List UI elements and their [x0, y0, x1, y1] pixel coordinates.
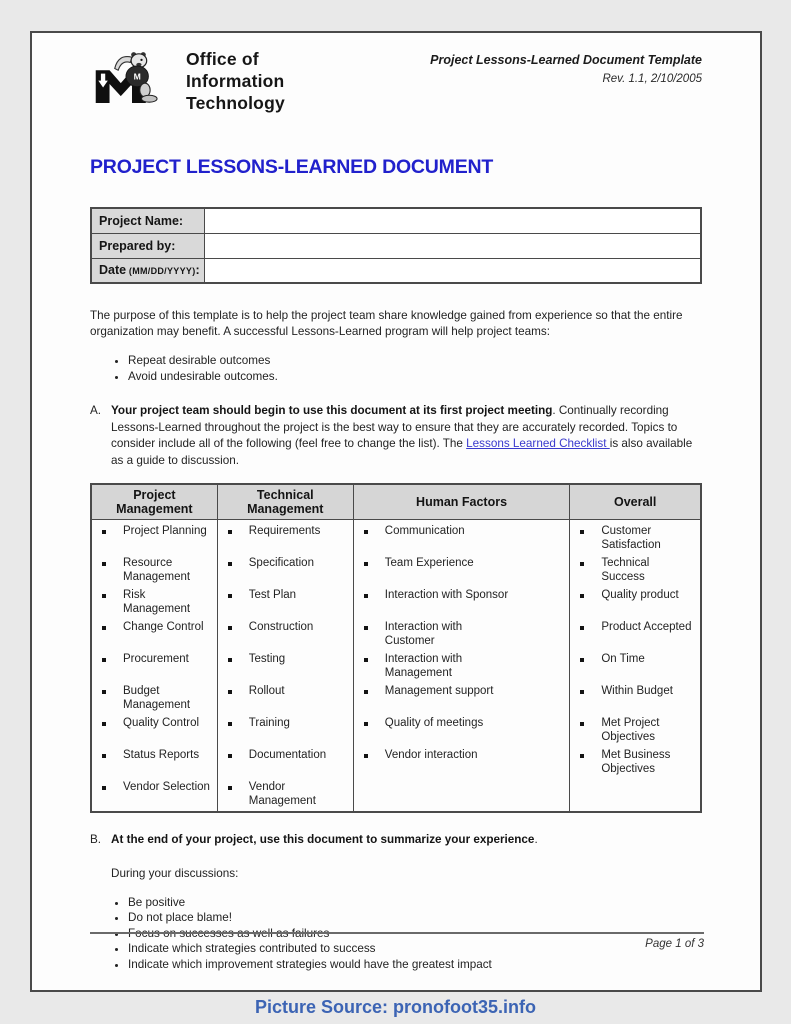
svg-text:M: M [133, 71, 141, 82]
topics-row [91, 651, 701, 683]
topics-cell [91, 715, 217, 747]
square-bullet-icon [102, 562, 106, 566]
square-bullet-icon [102, 786, 106, 790]
topic-item-label: Interaction with Customer [384, 621, 463, 647]
topic-item-label: Budget Management [123, 685, 191, 711]
square-bullet-icon [580, 562, 584, 566]
topic-item-label: Team Experience [384, 557, 474, 569]
topic-item-label: Within Budget [601, 685, 673, 697]
topics-cell [570, 520, 701, 556]
topic-item-label: Risk Management [123, 589, 191, 615]
org-name-line: Technology [186, 93, 285, 113]
topic-item [578, 717, 698, 744]
topic-item-label: Documentation [248, 749, 327, 761]
square-bullet-icon [228, 690, 232, 694]
topics-row [91, 779, 701, 812]
square-bullet-icon [102, 530, 106, 534]
topics-table-body [91, 520, 701, 813]
topic-item [226, 717, 351, 731]
section-a-lead: Your project team should begin to use this document at its first project meeting [111, 404, 553, 417]
topics-cell [570, 651, 701, 683]
topics-cell [353, 747, 570, 779]
topics-cell [91, 587, 217, 619]
topics-cell [217, 747, 353, 779]
picture-source-caption: Picture Source: pronofoot35.info [254, 997, 536, 1017]
topic-item [578, 685, 698, 699]
topic-item [578, 749, 698, 776]
topic-item-label: Quality Control [123, 717, 200, 729]
topics-cell [217, 619, 353, 651]
square-bullet-icon [580, 530, 584, 534]
topic-item-label: Communication [384, 525, 465, 537]
topic-item [362, 589, 568, 603]
org-name-line: Office of [186, 49, 259, 69]
square-bullet-icon [580, 594, 584, 598]
section-b-text [111, 832, 702, 849]
topics-header-row [91, 484, 701, 520]
topic-item [362, 717, 568, 731]
square-bullet-icon [228, 626, 232, 630]
topic-item-label: Status Reports [123, 749, 200, 761]
topics-cell [570, 555, 701, 587]
bullet-item: • Indicate which improvement strategies would have the greatest impact [128, 957, 702, 973]
topics-row [91, 715, 701, 747]
square-bullet-icon [228, 562, 232, 566]
info-row [91, 258, 701, 283]
topics-cell [353, 587, 570, 619]
topic-item [578, 557, 698, 584]
footer-divider [90, 932, 704, 934]
topics-cell [91, 520, 217, 556]
purpose-bullet-list [90, 353, 702, 384]
project-info-table [90, 207, 702, 284]
topic-item-label: Change Control [123, 621, 204, 633]
square-bullet-icon [580, 690, 584, 694]
topics-row [91, 683, 701, 715]
topic-item-label: Customer Satisfaction [601, 525, 661, 551]
square-bullet-icon [364, 594, 368, 598]
square-bullet-icon [228, 754, 232, 758]
umn-block-m-goldy-gopher-logo [94, 49, 170, 107]
square-bullet-icon [364, 562, 368, 566]
square-bullet-icon [102, 658, 106, 662]
square-bullet-icon [580, 754, 584, 758]
square-bullet-icon [102, 626, 106, 630]
square-bullet-icon [102, 594, 106, 598]
info-row-label: Prepared by: [91, 233, 204, 258]
square-bullet-icon [102, 690, 106, 694]
topic-item [578, 653, 698, 667]
topics-cell [353, 619, 570, 651]
square-bullet-icon [228, 594, 232, 598]
section-a-body: . Continually recording Lessons-Learned throughout the project is the best way to ensure that they are accurately recorded. Topics to consider include all of the following (feel free to change the list). The [111, 404, 678, 450]
template-title: Project Lessons-Learned Document Template [430, 53, 702, 67]
page-number: Page 1 of 3 [645, 938, 704, 950]
topic-item-label: Met Business Objectives [601, 749, 671, 775]
topic-item [362, 557, 568, 571]
square-bullet-icon [580, 722, 584, 726]
topic-item-label: Resource Management [123, 557, 191, 583]
topic-item [100, 621, 215, 635]
square-bullet-icon [364, 530, 368, 534]
topic-item [226, 781, 351, 808]
square-bullet-icon [364, 754, 368, 758]
revision-label: Rev. 1.1, 2/10/2005 [602, 73, 702, 85]
square-bullet-icon [364, 690, 368, 694]
section-b-lead: At the end of your project, use this document to summarize your experience [111, 833, 535, 846]
topics-cell [570, 747, 701, 779]
info-row [91, 233, 701, 258]
square-bullet-icon [364, 722, 368, 726]
topic-item [100, 685, 215, 712]
bullet-item: • Be positive [128, 895, 702, 911]
topic-item [100, 781, 215, 795]
page-footer [90, 932, 704, 950]
topics-cell [353, 555, 570, 587]
square-bullet-icon [364, 626, 368, 630]
square-bullet-icon [228, 722, 232, 726]
topics-column-header: Project Management [91, 484, 217, 520]
topic-item-label: Vendor Selection [123, 781, 210, 793]
topics-cell [353, 520, 570, 556]
info-table-body [91, 208, 701, 283]
topic-item [226, 589, 351, 603]
info-row [91, 208, 701, 233]
org-name [186, 48, 285, 114]
topics-cell [91, 779, 217, 812]
bullet-item: • Indicate which strategies contributed to success [128, 941, 702, 957]
topics-cell [570, 779, 701, 812]
topic-item [226, 653, 351, 667]
topic-item [100, 717, 215, 731]
square-bullet-icon [364, 658, 368, 662]
topics-row [91, 555, 701, 587]
topics-cell [570, 619, 701, 651]
square-bullet-icon [580, 658, 584, 662]
topic-item-label: Construction [248, 621, 314, 633]
square-bullet-icon [102, 722, 106, 726]
topics-column-header: Technical Management [217, 484, 353, 520]
topics-cell [91, 619, 217, 651]
topic-item-label: Quality of meetings [384, 717, 484, 729]
topics-cell [91, 651, 217, 683]
topic-item [362, 749, 568, 763]
lessons-learned-checklist-link[interactable]: Lessons Learned Checklist [466, 437, 610, 450]
topic-item-label: Procurement [123, 653, 189, 665]
topics-cell [353, 651, 570, 683]
topic-item [226, 621, 351, 635]
section-b-marker: B. [90, 833, 102, 846]
section-a [90, 403, 702, 469]
section-a-tail: is also available as a guide to discussion. [111, 437, 693, 467]
section-a-text [111, 403, 702, 469]
square-bullet-icon [102, 754, 106, 758]
info-row-value-field[interactable] [204, 208, 701, 233]
document-header [90, 46, 702, 114]
topic-item [100, 589, 215, 616]
topic-item [226, 557, 351, 571]
topic-item [100, 525, 215, 539]
topic-item [100, 557, 215, 584]
topics-cell [353, 683, 570, 715]
topic-item [578, 621, 698, 635]
topic-item-label: Rollout [248, 685, 285, 697]
info-row-label: Project Name: [91, 208, 204, 233]
square-bullet-icon [228, 786, 232, 790]
topic-item [100, 749, 215, 763]
topics-row [91, 520, 701, 556]
topics-cell [570, 683, 701, 715]
bullet-item: • Repeat desirable outcomes [128, 353, 702, 369]
topics-column-header: Human Factors [353, 484, 570, 520]
topic-item [226, 685, 351, 699]
topic-item [362, 653, 568, 680]
section-a-marker: A. [90, 404, 102, 417]
page-title: PROJECT LESSONS-LEARNED DOCUMENT [90, 156, 494, 178]
topics-cell [217, 715, 353, 747]
document-page [30, 31, 762, 992]
topics-cell [91, 683, 217, 715]
topic-item-label: Met Project Objectives [601, 717, 660, 743]
topic-item-label: Test Plan [248, 589, 297, 601]
topic-item-label: Technical Success [601, 557, 650, 583]
topic-item [362, 621, 568, 648]
section-b [90, 832, 702, 849]
topics-cell [570, 715, 701, 747]
topics-cell [91, 747, 217, 779]
topic-item-label: Testing [248, 653, 286, 665]
purpose-paragraph: The purpose of this template is to help the project team share knowledge gained from experience so that the entire organization may benefit. A successful Lessons-Learned program will help project teams: [90, 309, 683, 338]
topic-item [100, 653, 215, 667]
topics-row [91, 747, 701, 779]
topic-item-label: On Time [601, 653, 645, 665]
bullet-item: • Do not place blame! [128, 910, 702, 926]
topic-item-label: Training [248, 717, 290, 729]
topic-item-label: Interaction with Sponsor [384, 589, 509, 601]
topic-item-label: Product Accepted [601, 621, 692, 633]
bullet-item: • Focus on successes as well as failures [128, 926, 702, 942]
topic-item-label: Specification [248, 557, 314, 569]
topics-column-header: Overall [570, 484, 701, 520]
info-row-value-field[interactable] [204, 258, 701, 283]
topic-item-label: Requirements [248, 525, 321, 537]
topic-item [578, 525, 698, 552]
topics-cell [91, 555, 217, 587]
topic-item-label: Interaction with Management [384, 653, 463, 679]
topic-item [362, 685, 568, 699]
bullet-item: • Avoid undesirable outcomes. [128, 369, 702, 385]
lessons-topics-table [90, 483, 702, 813]
topics-cell [217, 779, 353, 812]
topic-item-label: Management support [384, 685, 494, 697]
topics-row [91, 619, 701, 651]
topics-cell [217, 587, 353, 619]
topics-cell [217, 651, 353, 683]
topic-item-label: Vendor interaction [384, 749, 478, 761]
topic-item-label: Vendor Management [248, 781, 316, 807]
topic-item [362, 525, 568, 539]
topics-cell [353, 715, 570, 747]
topics-cell [217, 520, 353, 556]
info-row-label: Date (MM/DD/YYYY): [91, 258, 204, 283]
discussion-intro: During your discussions: [111, 866, 239, 880]
topic-item [226, 749, 351, 763]
topics-cell [353, 779, 570, 812]
square-bullet-icon [228, 530, 232, 534]
header-right [430, 46, 702, 85]
topic-item [226, 525, 351, 539]
info-row-value-field[interactable] [204, 233, 701, 258]
section-b-tail: . [534, 833, 538, 846]
org-name-line: Information [186, 71, 285, 91]
topic-item-label: Project Planning [123, 525, 207, 537]
square-bullet-icon [228, 658, 232, 662]
topic-item-label: Quality product [601, 589, 679, 601]
topics-cell [217, 683, 353, 715]
topics-cell [570, 587, 701, 619]
header-left [90, 46, 285, 114]
topic-item [578, 589, 698, 603]
topics-row [91, 587, 701, 619]
square-bullet-icon [580, 626, 584, 630]
topics-cell [217, 555, 353, 587]
info-label-note: (MM/DD/YYYY) [126, 266, 196, 277]
